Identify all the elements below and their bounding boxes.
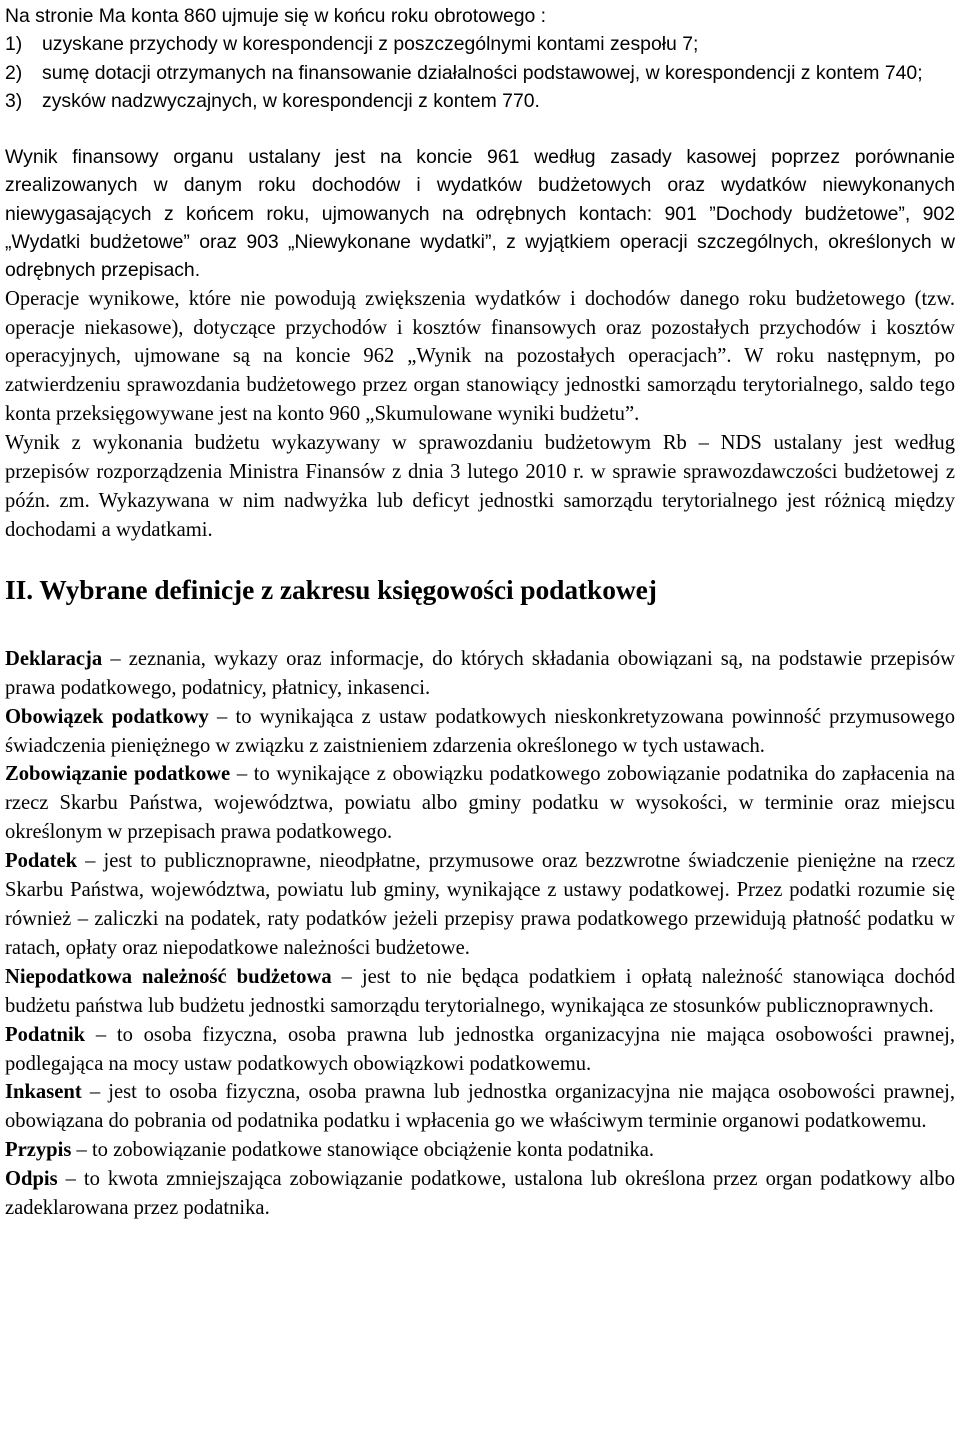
list-item-number: 2) — [5, 61, 23, 84]
definition-text: – to kwota zmniejszająca zobowiązanie podatkowe, ustalona lub określona przez organ podatkowy albo zadeklarowana przez podatnika. — [5, 1168, 955, 1220]
definition-term: Zobowiązanie podatkowe — [5, 763, 231, 786]
definition-item — [5, 645, 955, 703]
definition-item — [5, 1136, 955, 1165]
definition-term: Niepodatkowa należność budżetowa — [5, 965, 332, 988]
definition-text: – to zobowiązanie podatkowe stanowiące obciążenie konta podatnika. — [71, 1139, 655, 1162]
definition-text: – jest to publicznoprawne, nieodpłatne, przymusowe oraz bezzwrotne świadczenie pieniężne na rzecz Skarbu Państwa, województwa, powiatu lub gminy, wynikające z ustawy podatkowej. Przez podatki rozumie się również – zaliczki na podatek, raty podatków jeżeli przepisy prawa podatkowego przewidują płatność podatku w ratach, opłaty oraz niepodatkowe należności budżetowe. — [5, 850, 955, 959]
paragraph-financial-result: Wynik finansowy organu ustalany jest na koncie 961 według zasady kasowej poprzez porównanie zrealizowanych w danym roku dochodów i wydatków budżetowych oraz wydatków niewykonanych niewygasających z końcem roku, ujmowanych na odrębnych kontach: 901 ”Dochody budżetowe”, 902 „Wydatki budżetowe” oraz 903 „Niewykonane wydatki”, z wyjątkiem operacji szczególnych, określonych w odrębnych przepisach. — [5, 146, 955, 282]
definition-item — [5, 1021, 955, 1079]
list-item — [5, 59, 955, 87]
intro-block — [5, 2, 955, 115]
definition-item — [5, 963, 955, 1021]
definition-item — [5, 703, 955, 761]
intro-list — [5, 30, 955, 115]
definition-item — [5, 1165, 955, 1223]
paragraph-budget-result: Wynik z wykonania budżetu wykazywany w sprawozdaniu budżetowym Rb – NDS ustalany jest według przepisów rozporządzenia Ministra Finansów z dnia 3 lutego 2010 r. w sprawie sprawozdawczości budżetowej z późn. zm. Wykazywana w nim nadwyżka lub deficyt jednostki samorządu terytorialnego jest różnicą między dochodami a wydatkami. — [5, 432, 955, 541]
definition-text: – jest to osoba fizyczna, osoba prawna lub jednostka organizacyjna nie mająca osobowości prawnej, obowiązana do pobrania od podatnika podatku i wpłacenia go we właściwym terminie organowi podatkowemu. — [5, 1081, 955, 1133]
definition-term: Deklaracja — [5, 647, 103, 670]
list-item-text: uzyskane przychody w korespondencji z poszczególnymi kontami zespołu 7; — [42, 33, 699, 56]
section-heading: II. Wybrane definicje z zakresu księgowości podatkowej — [5, 573, 657, 605]
definition-term: Obowiązek podatkowy — [5, 705, 209, 728]
definitions-list — [5, 645, 955, 1223]
operations-block — [5, 285, 955, 545]
definition-item — [5, 1078, 955, 1136]
list-item — [5, 30, 955, 58]
definition-item — [5, 760, 955, 847]
definition-text: – to osoba fizyczna, osoba prawna lub jednostka organizacyjna nie mająca osobowości prawnej, podlegająca na mocy ustaw podatkowych obowiązkowi podatkowemu. — [5, 1023, 955, 1075]
definition-term: Podatek — [5, 850, 78, 873]
intro-lead: Na stronie Ma konta 860 ujmuje się w końcu roku obrotowego : — [5, 5, 547, 27]
list-item — [5, 87, 955, 115]
definition-text: – zeznania, wykazy oraz informacje, do których składania obowiązani są, na podstawie przepisów prawa podatkowego, podatnicy, płatnicy, inkasenci. — [5, 647, 955, 699]
list-item-text: sumę dotacji otrzymanych na finansowanie działalności podstawowej, w korespondencji z kontem 740; — [42, 61, 923, 84]
list-item-text: zysków nadzwyczajnych, w korespondencji z kontem 770. — [42, 89, 540, 112]
definition-item — [5, 847, 955, 963]
definition-term: Inkasent — [5, 1081, 82, 1104]
definition-text: – jest to nie będąca podatkiem i opłatą należność stanowiąca dochód budżetu państwa lub budżetu jednostki samorządu terytorialnego, wynikająca ze stosunków publicznoprawnych. — [5, 965, 955, 1017]
definition-term: Odpis — [5, 1168, 58, 1191]
result-paragraph — [5, 143, 955, 284]
definition-term: Przypis — [5, 1139, 72, 1162]
definition-text: – to wynikające z obowiązku podatkowego zobowiązanie podatnika do zapłacenia na rzecz Skarbu Państwa, województwa, powiatu albo gminy podatku w wysokości, w terminie oraz miejscu określonym w przepisach prawa podatkowego. — [5, 763, 955, 844]
definition-text: – to wynikająca z ustaw podatkowych nieskonkretyzowana powinność przymusowego świadczenia pieniężnego w związku z zaistnieniem zdarzenia określonego w tych ustawach. — [5, 705, 955, 757]
list-item-number: 1) — [5, 33, 23, 56]
definition-term: Podatnik — [5, 1023, 86, 1046]
paragraph-result-operations: Operacje wynikowe, które nie powodują zwiększenia wydatków i dochodów danego roku budżetowego (tzw. operacje niekasowe), dotyczące przychodów i kosztów finansowych oraz pozostałych przychodów i kosztów operacyjnych, ujmowane są na koncie 962 „Wynik na pozostałych operacjach”. W roku następnym, po zatwierdzeniu sprawozdania budżetowego przez organ stanowiący jednostki samorządu terytorialnego, saldo tego konta przeksięgowywane jest na konto 960 „Skumulowane wyniki budżetu”. — [5, 287, 955, 426]
list-item-number: 3) — [5, 89, 23, 112]
